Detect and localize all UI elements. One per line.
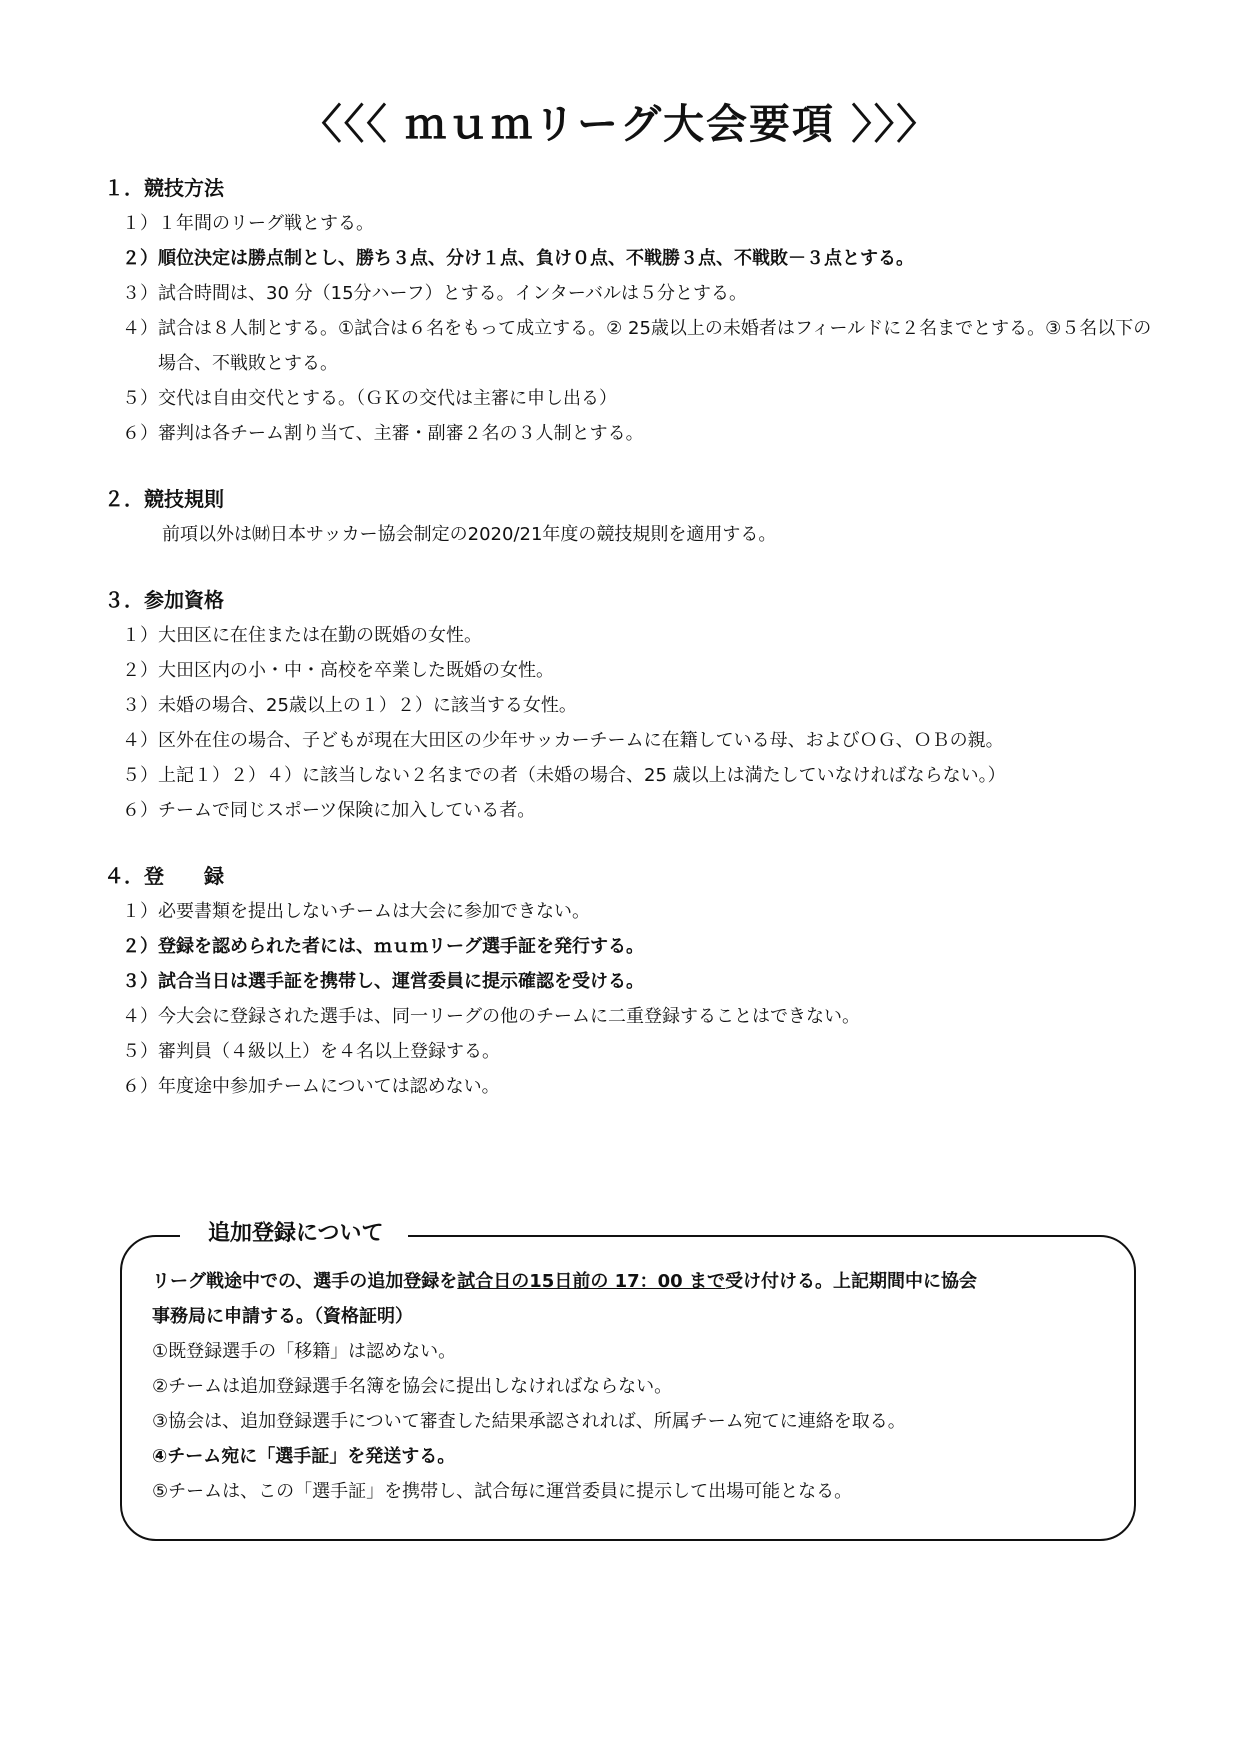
item-text: 審判員（４級以上）を４名以上登録する。	[158, 1041, 500, 1062]
item-number: ２）	[122, 248, 158, 269]
item-number: １）	[122, 625, 158, 646]
box-list-item: ⑤チームは、この「選手証」を携帯し、試合毎に運営委員に提示して出場可能となる。	[152, 1481, 853, 1502]
list-item	[104, 929, 1164, 964]
item-number: ２）	[122, 936, 158, 957]
list-item	[104, 723, 1164, 758]
item-text: 大田区に在住または在勤の既婚の女性。	[158, 625, 482, 646]
section-competition-method	[104, 170, 1164, 451]
box-intro-text: リーグ戦途中での、選手の追加登録を	[152, 1271, 458, 1292]
list-item	[104, 653, 1164, 688]
section-registration	[104, 858, 1164, 1104]
list-item	[104, 894, 1164, 929]
item-text: 審判は各チーム割り当て、主審・副審２名の３人制とする。	[158, 423, 644, 444]
list-item	[104, 206, 1164, 241]
item-number: ３）	[122, 695, 158, 716]
section-competition-rules	[104, 481, 1164, 552]
list-item	[104, 381, 1164, 416]
item-text: 上記１）２）４）に該当しない２名までの者（未婚の場合、25 歳以上は満たしていなければならない。）	[158, 765, 1006, 786]
item-number: ６）	[122, 800, 158, 821]
section-heading: ２．競技規則	[104, 487, 224, 511]
item-text: 大田区内の小・中・高校を卒業した既婚の女性。	[158, 660, 554, 681]
item-number: ５）	[122, 388, 158, 409]
item-text: 未婚の場合、25歳以上の１）２）に該当する女性。	[158, 695, 577, 716]
section-paragraph: 前項以外は㈶日本サッカー協会制定の2020/21年度の競技規則を適用する。	[162, 524, 777, 545]
item-text: チームで同じスポーツ保険に加入している者。	[158, 800, 536, 821]
item-number: ４）	[122, 1006, 158, 1027]
item-number: ６）	[122, 423, 158, 444]
document-body	[104, 170, 1164, 1134]
list-item	[104, 758, 1164, 793]
item-number: ４）	[122, 730, 158, 751]
list-item	[104, 793, 1164, 828]
section-eligibility	[104, 582, 1164, 828]
item-text: 今大会に登録された選手は、同一リーグの他のチームに二重登録することはできない。	[158, 1006, 860, 1027]
section-heading: １．競技方法	[104, 176, 224, 200]
section-heading: ４．登 録	[104, 864, 224, 888]
list-item	[104, 999, 1164, 1034]
item-number: ２）	[122, 660, 158, 681]
item-text: 区外在住の場合、子どもが現在大田区の少年サッカーチームに在籍している母、およびＯＧ、ＯＢの親。	[158, 730, 1004, 751]
item-number: １）	[122, 901, 158, 922]
item-text: 試合は８人制とする。①試合は６名をもって成立する。② 25歳以上の未婚者はフィールドに２名までとする。③５名以下の場合、不戦敗とする。	[158, 318, 1152, 374]
item-text: 登録を認められた者には、ｍｕｍリーグ選手証を発行する。	[158, 936, 644, 957]
item-text: 順位決定は勝点制とし、勝ち３点、分け１点、負け０点、不戦勝３点、不戦敗－３点とする。	[158, 248, 914, 269]
document-title: 〈〈〈 ｍｕｍリーグ大会要項 〉〉〉	[300, 100, 940, 148]
list-item	[104, 311, 1164, 381]
box-intro-line: 事務局に申請する。（資格証明）	[152, 1306, 413, 1327]
list-item	[104, 964, 1164, 999]
box-list-item: ①既登録選手の「移籍」は認めない。	[152, 1341, 457, 1362]
item-number: ３）	[122, 283, 158, 304]
box-list-item: ④チーム宛に「選手証」を発送する。	[152, 1446, 456, 1467]
item-text: 試合当日は選手証を携帯し、運営委員に提示確認を受ける。	[158, 971, 644, 992]
box-intro-text: 受け付ける。上記期間中に協会	[724, 1271, 977, 1292]
item-text: １年間のリーグ戦とする。	[158, 213, 374, 234]
list-item	[104, 688, 1164, 723]
item-number: １）	[122, 213, 158, 234]
item-number: ５）	[122, 1041, 158, 1062]
item-number: ６）	[122, 1076, 158, 1097]
box-list-item: ②チームは追加登録選手名簿を協会に提出しなければならない。	[152, 1376, 673, 1397]
item-text: 試合時間は、30 分（15分ハーフ）とする。インターバルは５分とする。	[158, 283, 748, 304]
box-title: 追加登録について	[180, 1213, 408, 1255]
item-text: 年度途中参加チームについては認めない。	[158, 1076, 500, 1097]
list-item	[104, 276, 1164, 311]
box-content	[152, 1264, 1112, 1509]
list-item	[104, 416, 1164, 451]
box-intro-line	[152, 1264, 1112, 1299]
item-number: ３）	[122, 971, 158, 992]
box-list-item: ③協会は、追加登録選手について審査した結果承認されれば、所属チーム宛てに連絡を取る。	[152, 1411, 906, 1432]
list-item	[104, 241, 1164, 276]
item-number: ４）	[122, 318, 158, 339]
list-item	[104, 1069, 1164, 1104]
deadline-text: 試合日の15日前の 17：00 まで	[457, 1271, 725, 1292]
item-text: 必要書類を提出しないチームは大会に参加できない。	[158, 901, 590, 922]
section-heading: ３．参加資格	[104, 588, 224, 612]
list-item	[104, 618, 1164, 653]
list-item	[104, 1034, 1164, 1069]
item-text: 交代は自由交代とする。（ＧＫの交代は主審に申し出る）	[158, 388, 617, 409]
item-number: ５）	[122, 765, 158, 786]
